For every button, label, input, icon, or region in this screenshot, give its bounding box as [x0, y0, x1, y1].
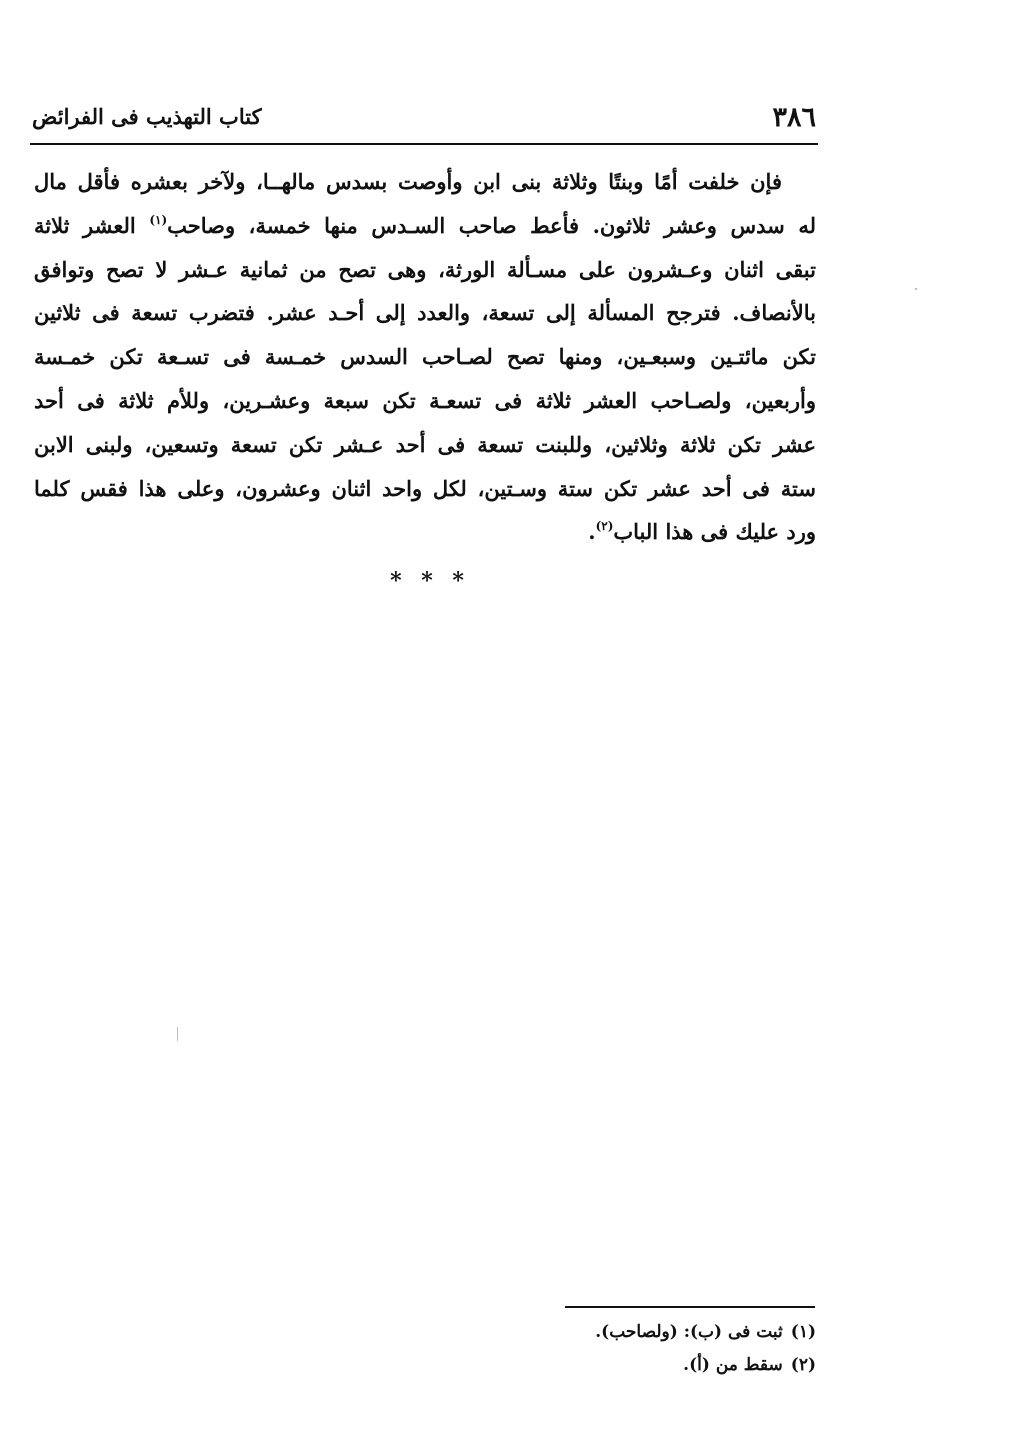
scan-speck — [915, 288, 917, 290]
body-paragraph — [34, 160, 816, 554]
header-rule — [30, 143, 818, 145]
footnote-ref[interactable]: (٢) — [595, 519, 614, 534]
final-period: . — [588, 519, 596, 545]
footnote-item — [300, 1316, 816, 1349]
text-line — [34, 423, 816, 467]
text-line — [34, 291, 816, 335]
footnote-number: (٢) — [790, 1355, 816, 1375]
text-line — [34, 510, 816, 554]
footnote-item — [300, 1349, 816, 1382]
footnote-ref[interactable]: (١) — [149, 212, 168, 227]
text-line-content: ورد عليك فى هذا الباب — [613, 519, 816, 545]
text-line — [34, 379, 816, 423]
text-line — [34, 204, 816, 248]
text-line-continuation: العشر ثلاثة — [34, 212, 136, 238]
text-line-content: تبقى اثنان وعـشرون على مسـألة الورثة، وهى تصح من ثمانية عـشر لا تصح وتوافق — [34, 256, 816, 282]
text-line-content: بالأنصاف. فترجح المسألة إلى تسعة، والعدد إلى أحـد عشر. فتضرب تسعة فى ثلاثين — [34, 300, 816, 326]
footnote-text: ثبت فى (ب): (ولصاحب). — [595, 1322, 783, 1342]
running-header — [32, 100, 816, 140]
footnotes — [300, 1316, 816, 1382]
footnote-number: (١) — [790, 1322, 816, 1342]
text-line-content: ستة فى أحد عشر تكن ستة وسـتين، لكل واحد اثنان وعشرون، وعلى هذا فقس كلما — [34, 475, 816, 501]
text-line-content: عشر تكن ثلاثة وثلاثين، وللبنت تسعة فى أحد عـشر تكن تسعة وتسعين، ولبنى الابن — [34, 431, 816, 457]
text-line — [34, 335, 816, 379]
scan-speck — [177, 1027, 178, 1041]
text-line-content: فإن خلفت أمًا وبنتًا وثلاثة بنى ابن وأوصت بسدس مالهــا، ولآخر بعشره فأقل مال — [34, 169, 782, 194]
text-line — [34, 467, 816, 511]
text-line — [34, 160, 816, 204]
text-line-content: وأربعين، ولصـاحب العشر ثلاثة فى تسعـة تكن سبعة وعشـرين، وللأم ثلاثة فى أحد — [34, 387, 816, 413]
text-line-content: له سدس وعشر ثلاثون. فأعط صاحب السـدس منها خمسة، وصاحب — [167, 212, 816, 238]
text-line — [34, 248, 816, 292]
text-line-content: تكن مائتـين وسبعـين، ومنها تصح لصـاحب السدس خمـسة فى تسـعة تكن خمـسة — [34, 344, 816, 370]
footnote-rule — [565, 1306, 815, 1308]
book-title: كتاب التهذيب فى الفرائض — [32, 104, 262, 129]
section-separator: * * * — [390, 568, 470, 594]
footnote-text: سقط من (أ). — [683, 1355, 783, 1375]
page-number: ٣٨٦ — [772, 102, 816, 133]
